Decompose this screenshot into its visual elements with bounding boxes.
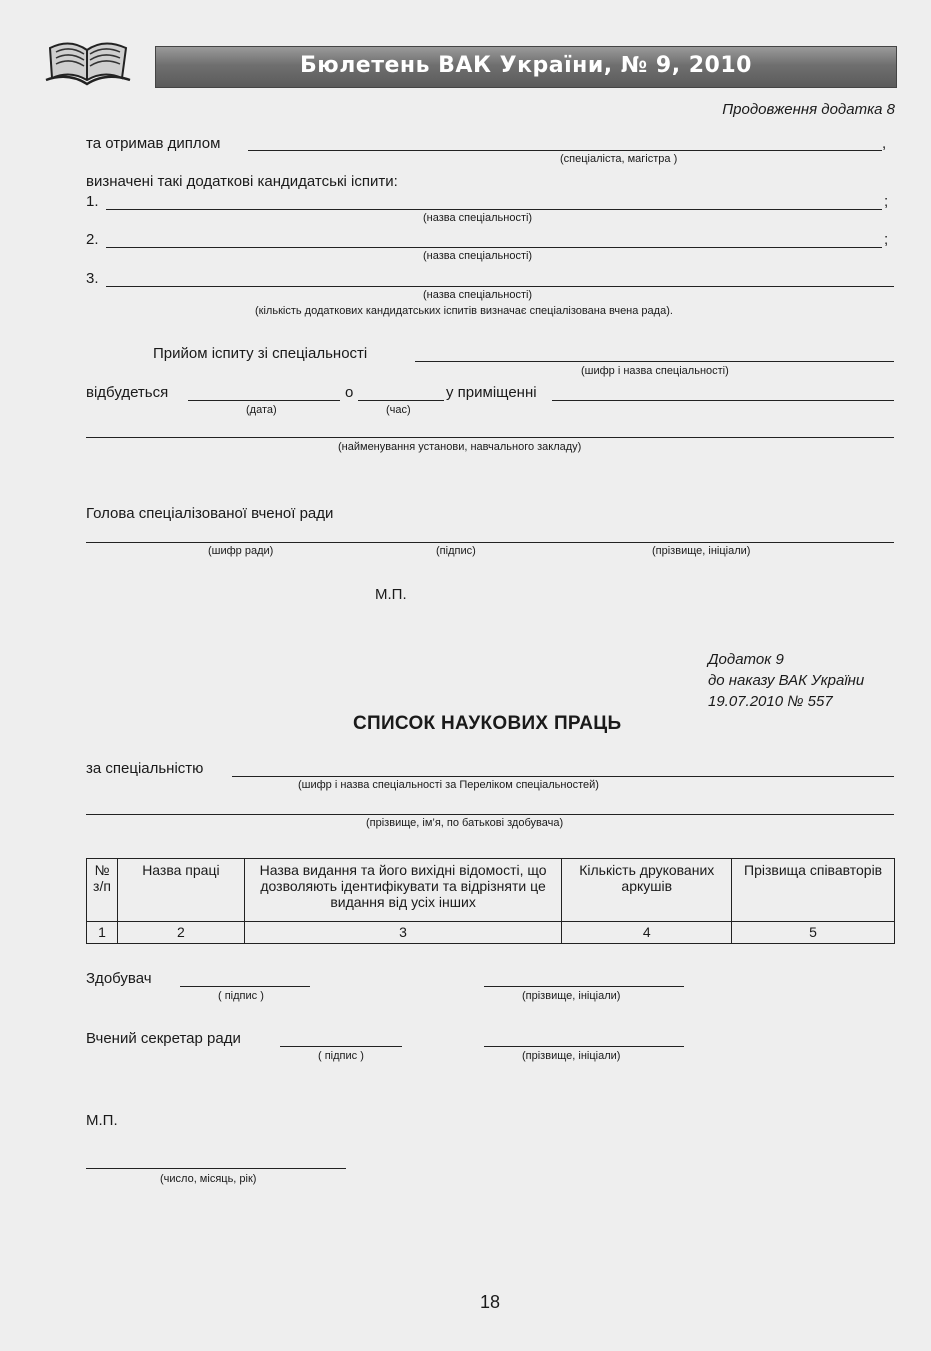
exam-1-end: ; xyxy=(884,193,889,210)
page-number: 18 xyxy=(480,1292,501,1312)
exam-3-hint: (назва спеціальності) xyxy=(423,289,533,301)
exam-2-line xyxy=(106,247,882,248)
table-cell: 3 xyxy=(244,922,562,944)
stamp-2: М.П. xyxy=(86,1112,118,1129)
bulletin-title: Бюлетень ВАК України, № 9, 2010 xyxy=(300,53,752,78)
specialty-label: за спеціальністю xyxy=(86,760,204,777)
appendix-line-2: до наказу ВАК України xyxy=(708,672,865,689)
continuation-note: Продовження додатка 8 xyxy=(722,101,895,118)
appendix-line-3: 19.07.2010 № 557 xyxy=(708,693,833,710)
col-work-title-header: Назва праці xyxy=(117,859,244,922)
exam-3-line xyxy=(106,286,894,287)
exam-admission-label: Прийом іспиту зі спеціальності xyxy=(153,345,368,362)
when-at: о xyxy=(345,384,354,401)
header-bar xyxy=(155,46,897,88)
time-hint: (час) xyxy=(386,404,411,416)
secretary-surname-line xyxy=(484,1046,684,1047)
exam-1-number: 1. xyxy=(86,193,99,210)
date-sign-hint: (число, місяць, рік) xyxy=(160,1173,257,1185)
place-hint: (найменування установи, навчального закладу) xyxy=(338,441,582,453)
applicant-label: Здобувач xyxy=(86,970,152,987)
diploma-hint: (спеціаліста, магістра ) xyxy=(560,153,678,165)
diploma-line xyxy=(248,150,882,151)
applicant-name-line xyxy=(86,814,894,815)
exam-2-hint: (назва спеціальності) xyxy=(423,250,533,262)
place-line-2 xyxy=(86,437,894,438)
place-line-1 xyxy=(552,400,894,401)
table-row xyxy=(87,922,895,944)
applicant-sign-line xyxy=(180,986,310,987)
secretary-label: Вчений секретар ради xyxy=(86,1030,241,1047)
secretary-sign-hint: ( підпис ) xyxy=(318,1050,364,1062)
table-cell: 5 xyxy=(732,922,895,944)
works-table xyxy=(86,858,895,944)
exams-note: (кількість додаткових кандидатських іспитів визначає спеціалізована вчена рада). xyxy=(255,305,673,317)
exam-2-number: 2. xyxy=(86,231,99,248)
table-header-row xyxy=(87,859,895,922)
col-coauthors-header: Прізвища співавторів xyxy=(732,859,895,922)
applicant-sign-hint: ( підпис ) xyxy=(218,990,264,1002)
date-sign-line xyxy=(86,1168,346,1169)
time-line xyxy=(358,400,444,401)
table-cell: 1 xyxy=(87,922,118,944)
exam-1-line xyxy=(106,209,882,210)
col-sheets-header: Кількість друкованих аркушів xyxy=(562,859,732,922)
council-sign-hint: (підпис) xyxy=(436,545,476,557)
exam-3-number: 3. xyxy=(86,270,99,287)
exam-admission-line xyxy=(415,361,894,362)
col-publication-header: Назва видання та його вихідні відомості, що дозволяють ідентифікувати та відрізняти це видання від усіх інших xyxy=(244,859,562,922)
col-number-header: № з/п xyxy=(87,859,118,922)
open-book-icon xyxy=(42,30,132,90)
secretary-surname-hint: (прізвище, ініціали) xyxy=(522,1050,621,1062)
secretary-sign-line xyxy=(280,1046,402,1047)
diploma-comma: , xyxy=(882,135,887,152)
council-head-line xyxy=(86,542,894,543)
diploma-label: та отримав диплом xyxy=(86,135,221,152)
council-name-hint: (прізвище, ініціали) xyxy=(652,545,751,557)
exam-admission-hint: (шифр і назва спеціальності) xyxy=(581,365,729,377)
when-label: відбудеться xyxy=(86,384,169,401)
date-line xyxy=(188,400,340,401)
table-cell: 4 xyxy=(562,922,732,944)
stamp-1: М.П. xyxy=(375,586,407,603)
appendix-line-1: Додаток 9 xyxy=(708,651,784,668)
table-cell: 2 xyxy=(117,922,244,944)
when-in: у приміщенні xyxy=(446,384,537,401)
applicant-surname-line xyxy=(484,986,684,987)
list-title: СПИСОК НАУКОВИХ ПРАЦЬ xyxy=(353,713,622,734)
exams-intro: визначені такі додаткові кандидатські іспити: xyxy=(86,173,398,190)
specialty-line xyxy=(232,776,894,777)
date-hint: (дата) xyxy=(246,404,277,416)
exam-2-end: ; xyxy=(884,231,889,248)
council-head-label: Голова спеціалізованої вченої ради xyxy=(86,505,334,522)
exam-1-hint: (назва спеціальності) xyxy=(423,212,533,224)
applicant-surname-hint: (прізвище, ініціали) xyxy=(522,990,621,1002)
applicant-name-hint: (прізвище, ім’я, по батькові здобувача) xyxy=(366,817,564,829)
specialty-hint: (шифр і назва спеціальності за Переліком спеціальностей) xyxy=(298,779,599,791)
council-code-hint: (шифр ради) xyxy=(208,545,274,557)
